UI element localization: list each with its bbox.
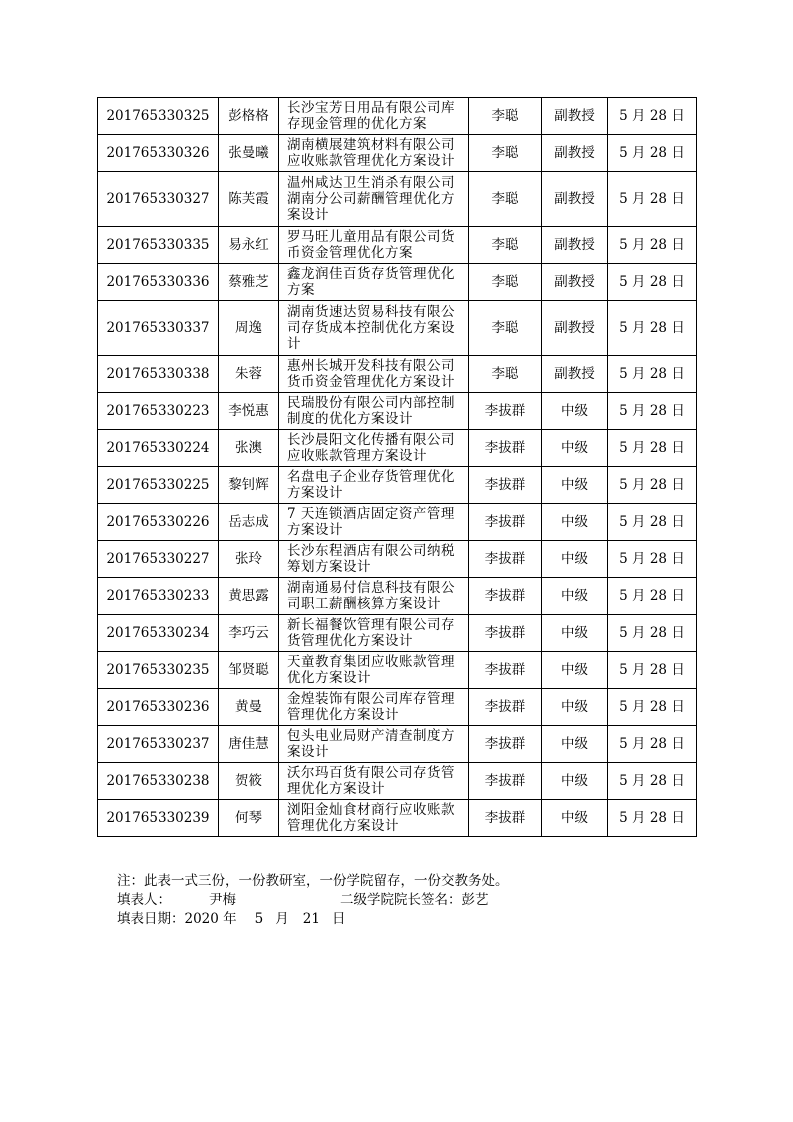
date-cell: 5 月 28 日 <box>608 135 697 172</box>
student-name-cell: 朱蓉 <box>219 356 279 393</box>
student-name-cell: 蔡雅芝 <box>219 264 279 301</box>
fill-date-month: 月 <box>275 911 289 927</box>
advisor-rank-cell: 副教授 <box>542 227 608 264</box>
student-name-cell: 周逸 <box>219 301 279 356</box>
table-row <box>98 800 697 837</box>
student-name-cell: 邹贤聪 <box>219 652 279 689</box>
advisor-name-cell: 李聪 <box>469 227 542 264</box>
advisor-rank-cell: 副教授 <box>542 135 608 172</box>
advisor-name-cell: 李拔群 <box>469 652 542 689</box>
student-id-cell: 201765330335 <box>98 227 219 264</box>
advisor-name-cell: 李拔群 <box>469 615 542 652</box>
table-row <box>98 541 697 578</box>
student-name-cell: 何琴 <box>219 800 279 837</box>
student-id-cell: 201765330336 <box>98 264 219 301</box>
advisor-rank-cell: 中级 <box>542 467 608 504</box>
advisor-rank-cell: 副教授 <box>542 172 608 227</box>
student-name-cell: 李巧云 <box>219 615 279 652</box>
table-row <box>98 652 697 689</box>
advisor-rank-cell: 中级 <box>542 726 608 763</box>
filler-label: 填表人： <box>117 892 171 908</box>
advisor-name-cell: 李拔群 <box>469 504 542 541</box>
dean-name: 彭艺 <box>461 892 489 908</box>
thesis-title-line: 7 天连锁酒店固定资产管理 <box>287 506 455 522</box>
advisor-rank-cell: 副教授 <box>542 98 608 135</box>
student-id-cell: 201765330234 <box>98 615 219 652</box>
advisor-name-cell: 李拔群 <box>469 763 542 800</box>
thesis-title-line: 筹划方案设计 <box>287 559 371 575</box>
thesis-title-line: 民瑞股份有限公司内部控制 <box>287 395 455 411</box>
student-name-cell: 张澳 <box>219 430 279 467</box>
thesis-title-cell <box>279 98 469 135</box>
table-row <box>98 98 697 135</box>
thesis-title-line: 方案设计 <box>287 522 343 538</box>
student-id-cell: 201765330224 <box>98 430 219 467</box>
thesis-title-line: 浏阳金灿食材商行应收账款 <box>287 802 455 818</box>
student-id-cell: 201765330236 <box>98 689 219 726</box>
thesis-title-line: 金煌装饰有限公司库存管理 <box>287 691 455 707</box>
thesis-title-line: 罗马旺儿童用品有限公司货 <box>287 229 455 245</box>
thesis-title-line: 货币资金管理优化方案设计 <box>287 374 455 390</box>
footer-notes <box>117 872 509 929</box>
date-cell: 5 月 28 日 <box>608 726 697 763</box>
thesis-title-cell <box>279 135 469 172</box>
signature-line <box>117 891 509 910</box>
thesis-title-line: 湖南通易付信息科技有限公 <box>287 580 455 596</box>
date-cell: 5 月 28 日 <box>608 652 697 689</box>
thesis-title-line: 币资金管理优化方案 <box>287 245 413 261</box>
fill-date-label: 填表日期： <box>117 911 185 927</box>
thesis-title-line: 惠州长城开发科技有限公司 <box>287 358 455 374</box>
thesis-title-line: 方案设计 <box>287 485 343 501</box>
date-cell: 5 月 28 日 <box>608 172 697 227</box>
student-id-cell: 201765330337 <box>98 301 219 356</box>
student-name-cell: 陈芙霞 <box>219 172 279 227</box>
advisor-name-cell: 李聪 <box>469 172 542 227</box>
thesis-title-line: 管理优化方案设计 <box>287 818 399 834</box>
student-id-cell: 201765330238 <box>98 763 219 800</box>
student-name-cell: 张曼曦 <box>219 135 279 172</box>
student-id-cell: 201765330233 <box>98 578 219 615</box>
advisor-name-cell: 李拔群 <box>469 800 542 837</box>
student-id-cell: 201765330225 <box>98 467 219 504</box>
thesis-title-cell <box>279 227 469 264</box>
filler-name: 尹梅 <box>209 892 236 908</box>
table-row <box>98 393 697 430</box>
date-cell: 5 月 28 日 <box>608 800 697 837</box>
thesis-title-line: 存现金管理的优化方案 <box>287 116 427 132</box>
thesis-title-cell <box>279 430 469 467</box>
dean-signature-label: 二级学院院长签名： <box>340 892 462 908</box>
advisor-rank-cell: 中级 <box>542 504 608 541</box>
advisor-name-cell: 李拔群 <box>469 578 542 615</box>
fill-date-day: 日 <box>331 911 346 927</box>
advisor-rank-cell: 副教授 <box>542 301 608 356</box>
thesis-title-cell <box>279 393 469 430</box>
table-row <box>98 763 697 800</box>
thesis-title-line: 沃尔玛百货有限公司存货管 <box>287 765 455 781</box>
thesis-title-cell <box>279 726 469 763</box>
student-name-cell: 黄思露 <box>219 578 279 615</box>
table-row <box>98 356 697 393</box>
thesis-title-line: 包头电业局财产清查制度方 <box>287 728 455 744</box>
date-cell: 5 月 28 日 <box>608 356 697 393</box>
table-row <box>98 301 697 356</box>
thesis-title-cell <box>279 615 469 652</box>
thesis-title-line: 长沙宝芳日用品有限公司库 <box>287 100 455 116</box>
advisor-name-cell: 李聪 <box>469 135 542 172</box>
fill-date-line <box>117 910 509 929</box>
advisor-rank-cell: 中级 <box>542 652 608 689</box>
fill-date-month-num: 5 <box>254 911 264 927</box>
note-text: 注：此表一式三份，一份教研室，一份学院留存，一份交教务处。 <box>117 873 509 889</box>
advisor-name-cell: 李拔群 <box>469 689 542 726</box>
advisor-name-cell: 李拔群 <box>469 541 542 578</box>
date-cell: 5 月 28 日 <box>608 689 697 726</box>
advisor-rank-cell: 中级 <box>542 615 608 652</box>
student-id-cell: 201765330327 <box>98 172 219 227</box>
student-name-cell: 易永红 <box>219 227 279 264</box>
date-cell: 5 月 28 日 <box>608 615 697 652</box>
note-line <box>117 872 509 891</box>
thesis-title-line: 湖南横展建筑材料有限公司 <box>287 137 455 153</box>
fill-date-day-num: 21 <box>302 911 320 927</box>
thesis-title-line: 案设计 <box>287 744 329 760</box>
thesis-title-cell <box>279 800 469 837</box>
student-id-cell: 201765330235 <box>98 652 219 689</box>
thesis-title-line: 应收账款管理方案设计 <box>287 448 427 464</box>
student-id-cell: 201765330239 <box>98 800 219 837</box>
thesis-title-cell <box>279 763 469 800</box>
thesis-title-line: 长沙东程酒店有限公司纳税 <box>287 543 455 559</box>
advisor-rank-cell: 中级 <box>542 578 608 615</box>
student-name-cell: 岳志成 <box>219 504 279 541</box>
date-cell: 5 月 28 日 <box>608 430 697 467</box>
thesis-title-line: 优化方案设计 <box>287 670 371 686</box>
thesis-title-line: 鑫龙润佳百货存货管理优化 <box>287 266 455 282</box>
student-name-cell: 黄曼 <box>219 689 279 726</box>
advisor-name-cell: 李拔群 <box>469 430 542 467</box>
thesis-title-cell <box>279 264 469 301</box>
advisor-name-cell: 李拔群 <box>469 467 542 504</box>
date-cell: 5 月 28 日 <box>608 264 697 301</box>
table-row <box>98 689 697 726</box>
student-id-cell: 201765330223 <box>98 393 219 430</box>
table-body <box>98 98 697 837</box>
date-cell: 5 月 28 日 <box>608 504 697 541</box>
thesis-title-line: 新长福餐饮管理有限公司存 <box>287 617 455 633</box>
advisor-rank-cell: 中级 <box>542 541 608 578</box>
thesis-title-line: 天童教育集团应收账款管理 <box>287 654 455 670</box>
advisor-name-cell: 李拔群 <box>469 726 542 763</box>
table-row <box>98 264 697 301</box>
table-row <box>98 615 697 652</box>
date-cell: 5 月 28 日 <box>608 393 697 430</box>
thesis-title-line: 制度的优化方案设计 <box>287 411 413 427</box>
thesis-title-line: 理优化方案设计 <box>287 781 385 797</box>
thesis-title-cell <box>279 301 469 356</box>
table-row <box>98 430 697 467</box>
date-cell: 5 月 28 日 <box>608 541 697 578</box>
student-name-cell: 李悦惠 <box>219 393 279 430</box>
thesis-title-line: 货管理优化方案设计 <box>287 633 413 649</box>
advisor-rank-cell: 中级 <box>542 393 608 430</box>
thesis-title-line: 温州咸达卫生消杀有限公司 <box>287 175 455 191</box>
table-row <box>98 578 697 615</box>
advisor-name-cell: 李拔群 <box>469 393 542 430</box>
table-row <box>98 504 697 541</box>
student-id-cell: 201765330237 <box>98 726 219 763</box>
thesis-title-line: 案设计 <box>287 207 329 223</box>
thesis-title-cell <box>279 172 469 227</box>
thesis-title-line: 应收账款管理优化方案设计 <box>287 153 455 169</box>
thesis-title-line: 湖南分公司薪酬管理优化方 <box>287 191 455 207</box>
student-id-cell: 201765330326 <box>98 135 219 172</box>
date-cell: 5 月 28 日 <box>608 98 697 135</box>
thesis-title-cell <box>279 467 469 504</box>
advisor-rank-cell: 副教授 <box>542 356 608 393</box>
thesis-title-cell <box>279 652 469 689</box>
thesis-title-line: 方案 <box>287 282 315 298</box>
advisor-rank-cell: 中级 <box>542 430 608 467</box>
date-cell: 5 月 28 日 <box>608 763 697 800</box>
thesis-topic-table <box>97 97 697 837</box>
thesis-title-line: 湖南货速达贸易科技有限公 <box>287 304 455 320</box>
table-row <box>98 172 697 227</box>
date-cell: 5 月 28 日 <box>608 467 697 504</box>
thesis-title-cell <box>279 578 469 615</box>
table-row <box>98 227 697 264</box>
student-name-cell: 贺筱 <box>219 763 279 800</box>
thesis-title-line: 司存货成本控制优化方案设 <box>287 320 455 336</box>
advisor-name-cell: 李聪 <box>469 264 542 301</box>
thesis-title-cell <box>279 689 469 726</box>
date-cell: 5 月 28 日 <box>608 301 697 356</box>
thesis-title-cell <box>279 541 469 578</box>
advisor-name-cell: 李聪 <box>469 356 542 393</box>
thesis-title-cell <box>279 356 469 393</box>
thesis-title-line: 长沙晨阳文化传播有限公司 <box>287 432 455 448</box>
advisor-rank-cell: 中级 <box>542 800 608 837</box>
advisor-name-cell: 李聪 <box>469 98 542 135</box>
thesis-title-line: 计 <box>287 336 301 352</box>
student-name-cell: 张玲 <box>219 541 279 578</box>
date-cell: 5 月 28 日 <box>608 227 697 264</box>
table-row <box>98 135 697 172</box>
student-id-cell: 201765330227 <box>98 541 219 578</box>
thesis-title-line: 名盘电子企业存货管理优化 <box>287 469 455 485</box>
table-row <box>98 726 697 763</box>
student-name-cell: 黎钊辉 <box>219 467 279 504</box>
advisor-rank-cell: 中级 <box>542 689 608 726</box>
advisor-name-cell: 李聪 <box>469 301 542 356</box>
fill-date-year: 2020 年 <box>184 911 237 927</box>
thesis-title-line: 管理优化方案设计 <box>287 707 399 723</box>
thesis-title-line: 司职工薪酬核算方案设计 <box>287 596 441 612</box>
student-name-cell: 唐佳慧 <box>219 726 279 763</box>
advisor-rank-cell: 中级 <box>542 763 608 800</box>
student-id-cell: 201765330325 <box>98 98 219 135</box>
student-name-cell: 彭格格 <box>219 98 279 135</box>
table-row <box>98 467 697 504</box>
thesis-title-cell <box>279 504 469 541</box>
student-id-cell: 201765330226 <box>98 504 219 541</box>
advisor-rank-cell: 副教授 <box>542 264 608 301</box>
student-id-cell: 201765330338 <box>98 356 219 393</box>
date-cell: 5 月 28 日 <box>608 578 697 615</box>
